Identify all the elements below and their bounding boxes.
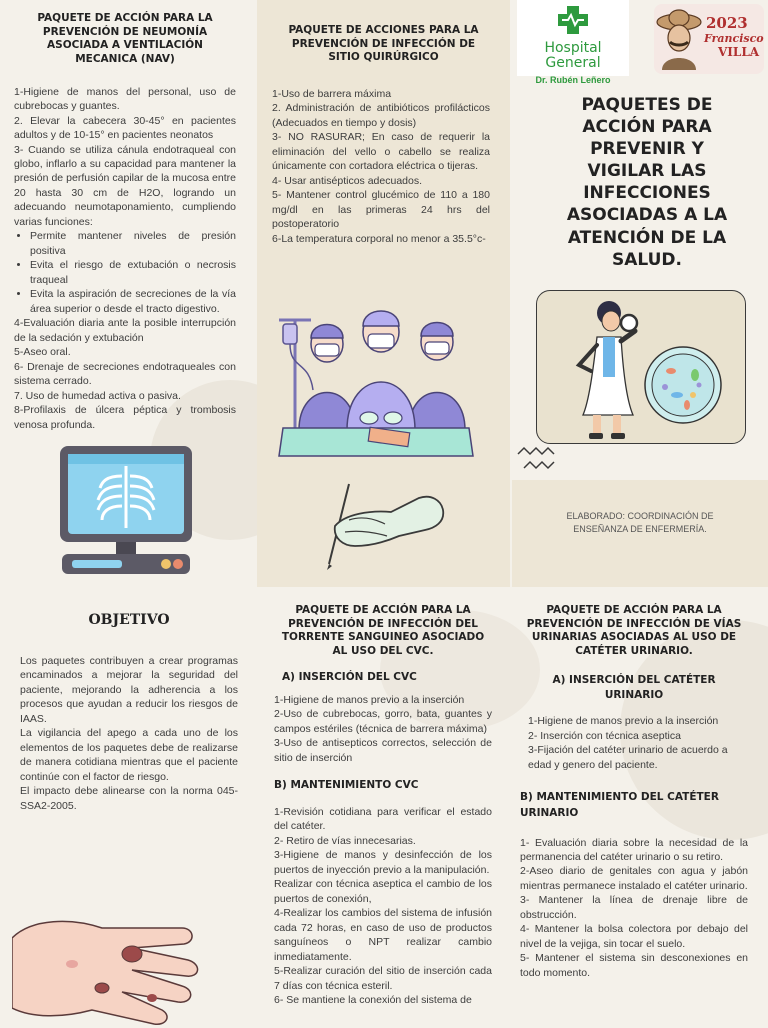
cvc-sub-a: A) INSERCIÓN DEL CVC	[282, 670, 417, 683]
urinary-item-b: 4- Mantener la bolsa colectora por debajo del nivel de la vejiga, sin tocar el suelo.	[520, 923, 748, 950]
cvc-item-b: 1-Revisión cotidiana para verificar el estado del catéter.	[274, 805, 492, 833]
nav-body	[14, 85, 236, 433]
nav-bullet: • Permite mantener niveles de presión positiva	[30, 229, 236, 258]
gloved-hand-pen-icon	[315, 480, 455, 570]
surgical-item: 2. Administración de antibióticos profilácticos (Adecuados en tiempo y dosis)	[272, 102, 490, 129]
cvc-item-b: 5-Realizar curación del sitio de inserción cada 7 días con técnica esteril.	[274, 965, 492, 992]
hospital-name: Hospital General	[544, 40, 602, 72]
badge-name-line2: VILLA	[718, 45, 760, 59]
cvc-item-b: 4-Realizar los cambios del sistema de infusión cada 72 horas, en caso de uso de productos sanguíneos o NPT realizar cambio inmediatamente.	[274, 907, 492, 963]
villa-portrait-icon	[656, 8, 702, 70]
urinary-item-b: 5- Mantener el sistema sin desconexiones en todo momento.	[520, 952, 748, 979]
hospital-subtitle: Dr. Rubén Leñero	[535, 74, 611, 85]
objective-panel	[20, 600, 238, 1024]
nav-item: 8-Profilaxis de úlcera péptica y trombosis venosa profunda.	[14, 404, 236, 431]
urinary-item-a: 1-Higiene de manos previo a la inserción	[528, 715, 719, 728]
surgical-panel	[257, 0, 510, 587]
hospital-cross-icon	[553, 4, 593, 36]
cvc-item-a: 2-Uso de cubrebocas, gorro, bata, guantes y campos estériles (técnica de barrera máxima)	[274, 708, 492, 735]
urinary-sub-a: A) INSERCIÓN DEL CATÉTER URINARIO	[552, 673, 716, 702]
nav-item: 4-Evaluación diaria ante la posible interrupción de la sedación y extubación	[14, 317, 236, 344]
badge-year: 2023	[706, 14, 748, 32]
cvc-item-b: 3-Higiene de manos y desinfección de los puertos de inyección previo a la manipulación.	[274, 849, 492, 876]
nav-item: 1-Higiene de manos del personal, uso de cubrebocas y guantes.	[14, 85, 236, 113]
urinary-sub-b: B) MANTENIMIENTO DEL CATÉTER URINARIO	[520, 791, 719, 819]
objective-paragraph: Los paquetes contribuyen a crear programas encaminados a mejorar la seguridad del paciente, mejorando la adherencia a los procesos que ayudan a reducir los riesgos de IAAS.	[20, 655, 238, 725]
objective-paragraph: El impacto debe alinearse con la norma 045-SSA2-2005.	[20, 785, 238, 812]
credit-text: ELABORADO: COORDINACIÓN DE ENSEÑANZA DE ENFERMERÍA.	[566, 511, 714, 534]
objective-title: OBJETIVO	[88, 612, 170, 628]
urinary-list-a	[520, 714, 748, 772]
hospital-logo	[517, 0, 629, 85]
nav-item: 6- Drenaje de secreciones endotraqueales con sistema cerrado.	[14, 360, 236, 388]
surgical-item: 3- NO RASURAR; En caso de requerir la eliminación del vello o cabello se realiza únicamente con cortadora eléctrica o tijeras.	[272, 131, 490, 173]
surgeons-illustration	[269, 300, 479, 460]
surgical-body	[257, 87, 510, 246]
cvc-title: PAQUETE DE ACCIÓN PARA LA PREVENCIÓN DE INFECCIÓN DEL TORRENTE SANGUINEO ASOCIADO AL USO DEL CVC.	[281, 604, 485, 657]
cvc-item-a: 1-Higiene de manos previo a la inserción	[274, 693, 465, 706]
infected-hand-illustration	[12, 868, 212, 1028]
urinary-item-a: 3-Fijación del catéter urinario de acuerdo a edad y genero del paciente.	[528, 744, 728, 771]
surgical-item: 1-Uso de barrera máxima	[272, 87, 392, 100]
nav-bullet: • Evita la aspiración de secreciones de la vía área superior o desde el tracto digestivo.	[30, 287, 236, 316]
surgical-title: PAQUETE DE ACCIONES PARA LA PREVENCIÓN DE INFECCIÓN DE SITIO QUIRÚRGICO	[288, 24, 479, 64]
urinary-list-b	[520, 836, 748, 981]
nav-bullet: • Evita el riesgo de extubación o necrosis traqueal	[30, 258, 236, 287]
nav-item: 5-Aseo oral.	[14, 346, 71, 359]
nav-panel	[14, 12, 236, 587]
scientist-card	[536, 290, 746, 444]
urinary-item-b: 3- Mantener la línea de drenaje libre de obstrucción.	[520, 894, 748, 921]
cvc-list-b	[274, 805, 492, 1008]
nav-bullets	[14, 229, 236, 316]
surgical-item: 4- Usar antisépticos adecuados.	[272, 174, 422, 187]
cover-panel	[512, 0, 768, 587]
surgical-item: 6-La temperatura corporal no menor a 35.5°c-	[272, 232, 486, 245]
francisco-villa-badge	[654, 4, 764, 74]
nav-title: PAQUETE DE ACCIÓN PARA LA PREVENCIÓN DE NEUMONÍA ASOCIADA A VENTILACIÓN MECANICA (NAV)	[37, 12, 213, 65]
xray-monitor-icon	[56, 442, 196, 582]
credit-block	[512, 480, 768, 587]
urinary-item-a: 2- Inserción con técnica aseptica	[528, 729, 681, 742]
scientist-illustration	[537, 291, 745, 443]
zigzag-decoration	[516, 444, 576, 476]
cover-title: PAQUETES DE ACCIÓN PARA PREVENIR Y VIGILAR LAS INFECCIONES ASOCIADAS A LA ATENCIÓN DE LA SALUD.	[566, 95, 728, 270]
cvc-list-a	[274, 693, 492, 765]
cvc-item-b: 6- Se mantiene la conexión del sistema de	[274, 994, 472, 1007]
surgical-item: 5- Mantener control glucémico de 110 a 180 mg/dl en las primeras 24 hrs del postoperatorio	[272, 189, 490, 231]
nav-item: 2. Elevar la cabecera 30-45° en pacientes adultos y de 10-15° en pacientes neonatos	[14, 114, 236, 142]
objective-body	[20, 654, 238, 813]
badge-name-line1: Francisco	[704, 32, 764, 45]
cvc-item-b: Realizar con técnica aseptica el cambio de los puertos de conexión,	[274, 878, 492, 905]
urinary-item-b: 1- Evaluación diaria sobre la necesidad de la permanencia del catéter urinario o su retiro.	[520, 836, 748, 863]
urinary-title: PAQUETE DE ACCIÓN PARA LA PREVENCIÓN DE INFECCIÓN DE VÍAS URINARIAS ASOCIADAS AL USO DE CATÉTER URINARIO.	[526, 604, 742, 657]
nav-item: 7. Uso de humedad activa o pasiva.	[14, 389, 181, 402]
objective-paragraph: La vigilancia del apego a cada uno de los elementos de los paquetes debe de realizarse de manera cotidiana mientras que el paciente continúe con el factor de riesgo.	[20, 727, 238, 783]
cvc-sub-b: B) MANTENIMIENTO CVC	[274, 778, 419, 791]
cvc-item-a: 3-Uso de antisepticos correctos, selección de sitio de inserción	[274, 737, 492, 764]
nav-item: 3- Cuando se utiliza cánula endotraqueal con globo, inflarlo a su capacidad para mantener la presión de perfusión capilar de la mucosa entre 20 hasta 30 cm de H2O, logrando un adecuando neumotaponamiento, cumpliendo varias funciones:	[14, 143, 236, 228]
urinary-panel	[520, 600, 748, 1024]
cvc-panel	[274, 600, 492, 1024]
cvc-item-b: 2- Retiro de vías innecesarias.	[274, 834, 416, 847]
urinary-item-b: 2-Aseo diario de genitales con agua y jabón mientras permanece instalado el catéter urinario.	[520, 865, 748, 892]
